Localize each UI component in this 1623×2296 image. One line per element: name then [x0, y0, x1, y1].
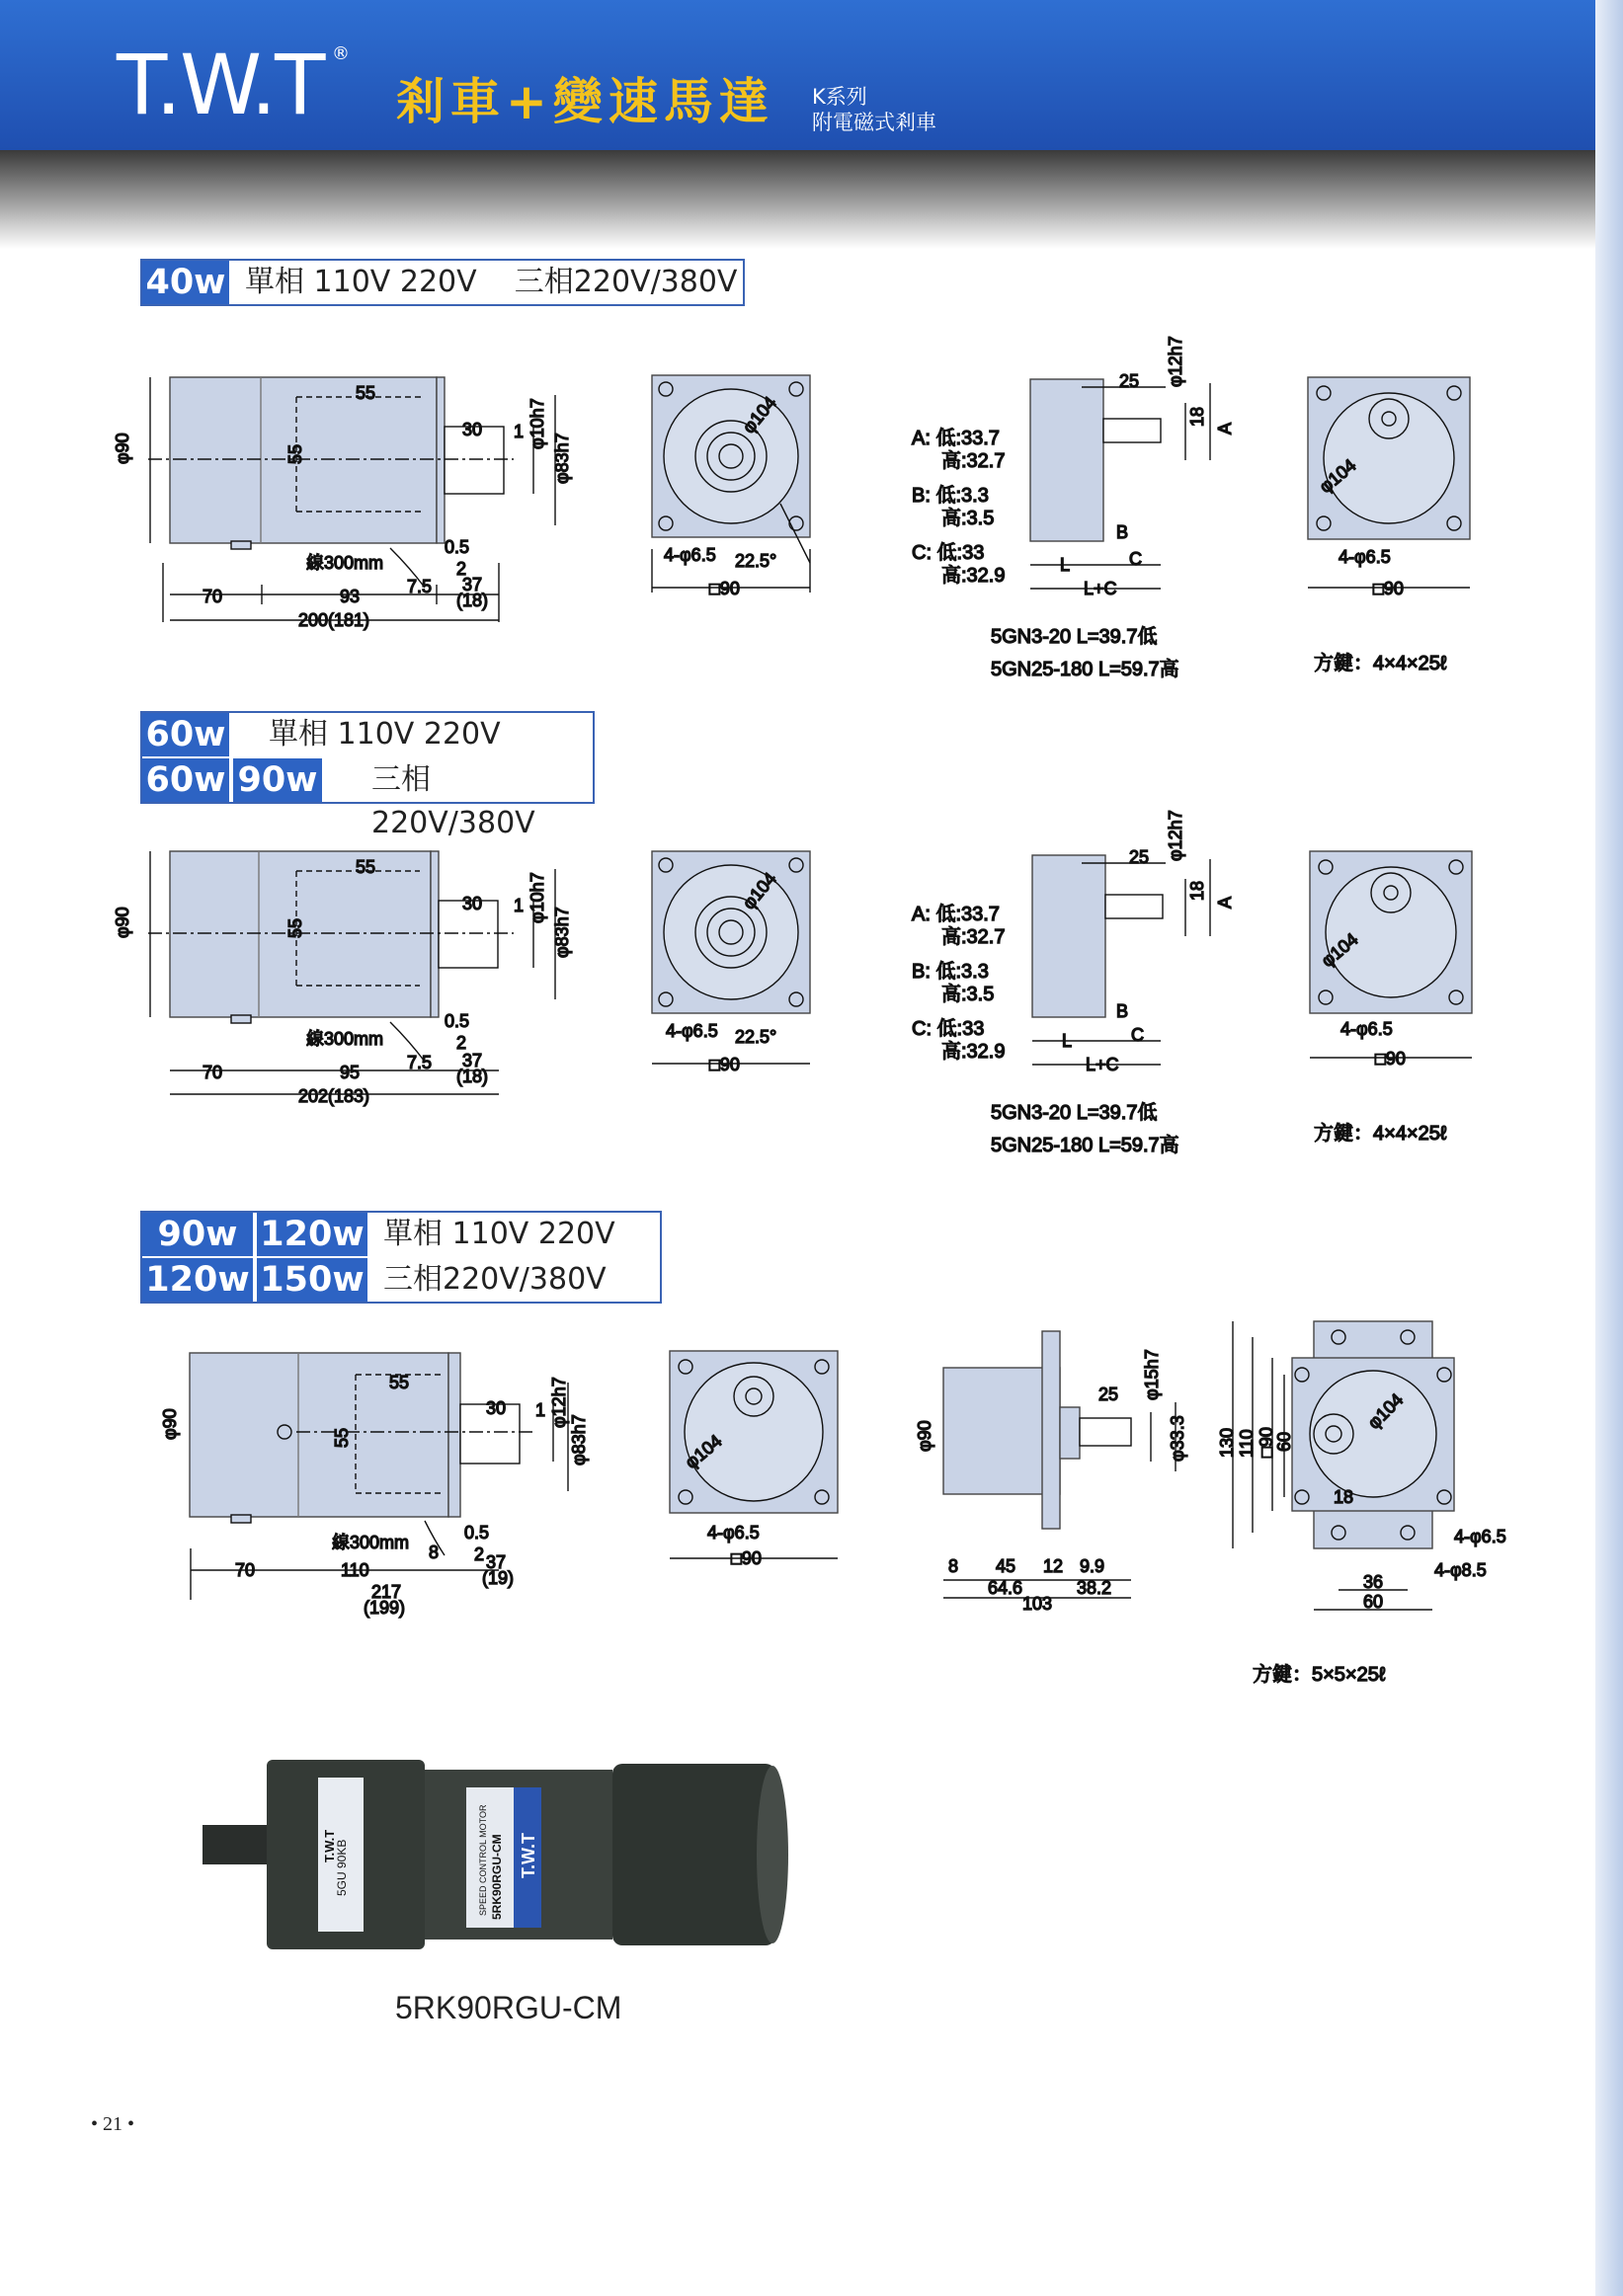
s2-gear-d7: C	[1131, 1025, 1144, 1045]
s1-gear-d4: A	[1215, 422, 1235, 435]
section-90w-spec-a: 單相 110V 220V	[383, 1217, 615, 1251]
s1-note-c-high: 高:32.9	[941, 565, 1006, 587]
power-tag-120w-b: 120w	[142, 1258, 253, 1302]
s1-side-d7: 55	[285, 443, 305, 464]
s2-side-d14: 95	[340, 1063, 361, 1082]
s3-side-d1: 55	[389, 1373, 410, 1392]
s2-note-c-high: 高:32.9	[941, 1041, 1006, 1063]
s1-side-d15: 200(181)	[298, 610, 370, 630]
s1-front-square: □90	[709, 579, 740, 598]
s2-note-b-high: 高:3.5	[941, 984, 995, 1005]
s1-gear-type-2: 5GN25-180 L=59.7高	[991, 659, 1179, 680]
power-tag-40w: 40w	[142, 261, 229, 304]
s2-side-d6: φ90	[113, 907, 132, 938]
s3-gf-holes2: 4-φ8.5	[1434, 1560, 1487, 1580]
photo-motor-model: 5RK90RGU-CM	[490, 1834, 504, 1920]
s3-side-d3: 1	[535, 1400, 546, 1420]
s2-front-phi: φ104	[738, 868, 780, 913]
s2-front-square: □90	[709, 1055, 740, 1074]
s3-gf-d5: 18	[1334, 1487, 1354, 1507]
s1-gear-front-holes: 4-φ6.5	[1339, 547, 1391, 567]
section-90w-spec-b: 三相220V/380V	[383, 1262, 607, 1297]
s1-side-d5: φ83h7	[552, 433, 572, 484]
s3-side-wire: 線300mm	[332, 1533, 410, 1552]
page-number: • 21 •	[91, 2113, 135, 2135]
section-60w-spec-a: 單相 110V 220V	[269, 717, 501, 752]
s1-gear-d5: B	[1116, 522, 1129, 542]
s2-side-d3: 1	[514, 896, 525, 915]
series-line-1: K系列	[812, 85, 867, 109]
s3-gf-d4: 60	[1274, 1431, 1294, 1452]
s1-gear-d6: L	[1060, 555, 1071, 575]
product-model-caption: 5RK90RGU-CM	[395, 1990, 622, 2025]
s2-gear-front-square: □90	[1375, 1049, 1406, 1069]
photo-gear-label: 5GU 90KB	[335, 1839, 349, 1896]
s2-side-view	[148, 851, 555, 1094]
s2-side-d13: 70	[203, 1063, 223, 1082]
s2-side-wire: 線300mm	[306, 1029, 384, 1049]
s3-gear-d1: 25	[1098, 1385, 1119, 1404]
s1-side-d14: 93	[340, 587, 361, 606]
s1-note-b-high: 高:3.5	[941, 508, 995, 529]
s2-side-d8: 0.5	[445, 1011, 470, 1031]
s1-key: 方鍵：4×4×25ℓ	[1314, 653, 1447, 674]
s2-note-a-high: 高:32.7	[941, 926, 1006, 948]
s3-side-d14: 110	[341, 1560, 369, 1580]
section-60w-spec-b: 三相220V/380V	[371, 762, 535, 840]
series-line-2: 附電磁式剎車	[812, 111, 936, 134]
s2-front-angle: 22.5°	[735, 1027, 777, 1047]
s3-side-d4: φ12h7	[549, 1377, 569, 1428]
s3-gf-d3: □90	[1257, 1427, 1276, 1458]
s1-side-d10: 7.5	[407, 577, 433, 596]
s2-gear-d8: L+C	[1086, 1055, 1119, 1074]
s3-gear-d9: 64.6	[988, 1578, 1023, 1598]
s3-gear-d5: 8	[948, 1556, 959, 1576]
power-tag-60w-a: 60w	[142, 713, 229, 756]
s2-side-d7: 55	[285, 917, 305, 938]
s2-side-d5: φ83h7	[552, 907, 572, 958]
s2-note-a-low: A: 低:33.7	[912, 904, 1000, 925]
power-tag-90w-b: 90w	[233, 758, 322, 802]
s3-gf-d2: 110	[1237, 1429, 1257, 1458]
s3-gear-d7: 12	[1043, 1556, 1064, 1576]
section-40w-spec: 單相 110V 220V 三相220V/380V	[245, 265, 738, 299]
power-tag-120w-a: 120w	[257, 1213, 367, 1256]
s2-side-d10: 7.5	[407, 1053, 433, 1072]
s2-side-d4: φ10h7	[527, 872, 547, 923]
s3-side-d8: 0.5	[464, 1523, 490, 1543]
s3-side-d11: 37	[486, 1552, 507, 1572]
registered-mark: ®	[332, 43, 350, 64]
s1-note-b-low: B: 低:3.3	[912, 485, 989, 507]
s1-side-d11: 37	[462, 575, 483, 594]
s2-gear-view	[1032, 855, 1210, 1065]
s3-key: 方鍵：5×5×25ℓ	[1253, 1664, 1386, 1686]
photo-gear-brand: T.W.T	[322, 1829, 337, 1862]
s1-side-d4: φ10h7	[527, 398, 547, 449]
s2-gear-d6: L	[1062, 1031, 1073, 1051]
s2-side-d9: 2	[456, 1033, 467, 1053]
s2-gear-d3: 18	[1187, 880, 1207, 901]
s3-gf-phi: φ104	[1363, 1389, 1408, 1433]
s2-gear-d2: φ12h7	[1166, 810, 1185, 861]
s1-side-wire: 線300mm	[306, 553, 384, 573]
s1-side-d12: (18)	[456, 591, 489, 610]
s1-gear-front-square: □90	[1373, 579, 1404, 598]
s3-side-d12: (19)	[482, 1568, 515, 1588]
s1-gear-d1: 25	[1119, 371, 1140, 391]
s3-gear-d6: 45	[996, 1556, 1016, 1576]
s1-gear-d2: φ12h7	[1166, 336, 1185, 387]
s3-gear-d2: φ15h7	[1142, 1349, 1162, 1400]
s3-side-d7: 55	[332, 1427, 352, 1448]
s1-gear-d7: C	[1129, 549, 1142, 569]
s3-front-holes: 4-φ6.5	[707, 1523, 760, 1543]
s2-side-d11: 37	[462, 1051, 483, 1070]
s2-key: 方鍵：4×4×25ℓ	[1314, 1123, 1447, 1145]
s3-gf-d1: 130	[1217, 1427, 1237, 1458]
s1-gear-d8: L+C	[1084, 579, 1117, 598]
s2-gear-d5: B	[1116, 1001, 1129, 1021]
s1-note-c-low: C: 低:33	[912, 542, 985, 564]
s1-front-angle: 22.5°	[735, 551, 777, 571]
s3-front-phi: φ104	[681, 1430, 726, 1473]
s2-gear-type-1: 5GN3-20 L=39.7低	[991, 1102, 1158, 1124]
s1-gear-type-1: 5GN3-20 L=39.7低	[991, 626, 1158, 648]
s3-side-d13: 70	[235, 1560, 256, 1580]
s1-front-holes: 4-φ6.5	[664, 545, 716, 565]
s2-side-d15: 202(183)	[298, 1086, 370, 1106]
s1-note-a-high: 高:32.7	[941, 450, 1006, 472]
s1-side-view	[148, 377, 555, 622]
power-tag-150w-b: 150w	[257, 1258, 367, 1302]
s2-gear-front-holes: 4-φ6.5	[1340, 1019, 1393, 1039]
photo-motor-label: SPEED CONTROL MOTOR	[478, 1804, 488, 1916]
s2-note-b-low: B: 低:3.3	[912, 961, 989, 983]
s3-side-d9: 2	[474, 1544, 485, 1564]
s3-gf-d7: 60	[1363, 1592, 1384, 1612]
s1-side-d8: 0.5	[445, 537, 470, 557]
s3-gear-d8: 9.9	[1080, 1556, 1105, 1576]
s3-side-d5: φ83h7	[569, 1414, 589, 1465]
s2-gear-d4: A	[1215, 896, 1235, 909]
page-title: 剎車+變速馬達	[395, 73, 774, 130]
s1-side-d2: 30	[462, 420, 483, 439]
s1-side-d6: φ90	[113, 433, 132, 464]
s1-gear-view	[1030, 379, 1210, 589]
s1-gear-front-phi: φ104	[1315, 454, 1360, 498]
s1-side-d9: 2	[456, 559, 467, 579]
s2-gear-type-2: 5GN25-180 L=59.7高	[991, 1135, 1179, 1156]
s3-gf-holes1: 4-φ6.5	[1454, 1527, 1506, 1546]
power-tag-60w-b: 60w	[142, 758, 229, 802]
s1-side-d3: 1	[514, 422, 525, 441]
s3-side-d6: φ90	[160, 1408, 180, 1440]
s2-gear-d1: 25	[1129, 847, 1150, 867]
s2-note-c-low: C: 低:33	[912, 1018, 985, 1040]
s3-front-square: □90	[731, 1548, 762, 1568]
s1-front-phi: φ104	[738, 392, 780, 437]
brand-logo: T.W.T	[117, 37, 324, 133]
s3-gear-d10: 38.2	[1077, 1578, 1112, 1598]
s2-front-holes: 4-φ6.5	[666, 1021, 718, 1041]
s3-gear-d11: 103	[1022, 1594, 1053, 1614]
s2-side-d12: (18)	[456, 1067, 489, 1086]
s1-note-a-low: A: 低:33.7	[912, 428, 1000, 449]
photo-motor-brand: T.W.T	[519, 1833, 538, 1878]
s2-side-d2: 30	[462, 894, 483, 913]
s3-side-d2: 30	[486, 1398, 507, 1418]
s1-gear-d3: 18	[1187, 406, 1207, 427]
s2-gear-front-phi: φ104	[1317, 928, 1362, 972]
s3-gear-d3: φ33.3	[1168, 1415, 1187, 1462]
s2-side-d1: 55	[356, 857, 376, 877]
s1-side-d13: 70	[203, 587, 223, 606]
s3-side-d10: 8	[429, 1543, 440, 1562]
s3-side-d16: (199)	[364, 1598, 406, 1618]
s1-side-d1: 55	[356, 383, 376, 403]
s3-gear-front-view	[1233, 1321, 1454, 1610]
s3-gf-d6: 36	[1363, 1572, 1384, 1592]
s3-gear-d4: φ90	[915, 1420, 934, 1452]
power-tag-90w-a: 90w	[142, 1213, 253, 1256]
s3-side-d15: 217	[371, 1582, 402, 1602]
